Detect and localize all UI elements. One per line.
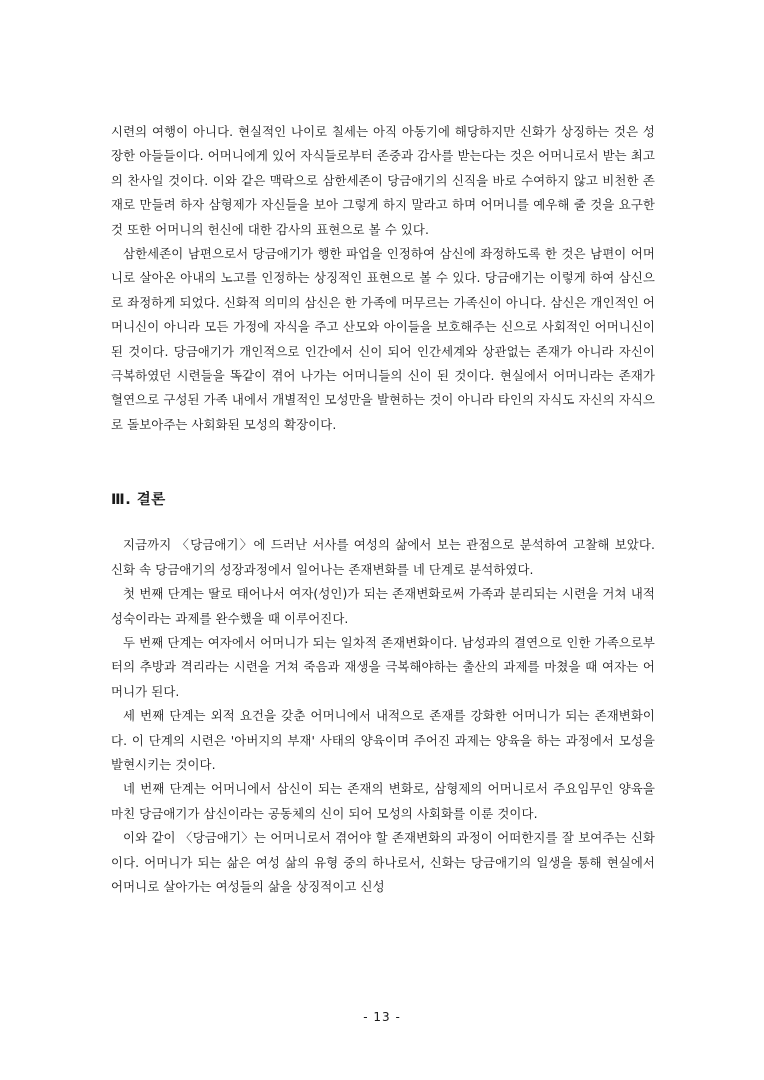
page-content	[111, 120, 655, 899]
paragraph: 지금까지 〈당금애기〉에 드러난 서사를 여성의 삶에서 보는 관점으로 분석하여 고찰해 보았다. 신화 속 당금애기의 성장과정에서 일어나는 존재변화를 네 단계로 분석하였다.	[111, 537, 655, 577]
paragraph: 시련의 여행이 아니다. 현실적인 나이로 칠세는 아직 아동기에 해당하지만 신화가 상징하는 것은 성장한 아들들이다. 어머니에게 있어 자식들로부터 존중과 감사를 받는다는 것은 어머니로서 받는 최고의 찬사일 것이다. 이와 같은 맥락으로 삼한세존이 당금애기의 신직을 바로 수여하지 않고 비천한 존재로 만들려 하자 삼형제가 자신들을 보아 그렇게 하지 말라고 하며 어머니를 예우해 줄 것을 요구한 것 또한 어머니의 헌신에 대한 감사의 표현으로 볼 수 있다.	[111, 124, 655, 237]
conclusion-body	[111, 533, 655, 899]
paragraph: 첫 번째 단계는 딸로 태어나서 여자(성인)가 되는 존재변화로써 가족과 분리되는 시련을 거쳐 내적성숙이라는 과제를 완수했을 때 이루어진다.	[111, 586, 655, 626]
paragraph: 두 번째 단계는 여자에서 어머니가 되는 일차적 존재변화이다. 남성과의 결연으로 인한 가족으로부터의 추방과 격리라는 시련을 거쳐 죽음과 재생을 극복해야하는 출산의 과제를 마쳤을 때 여자는 어머니가 된다.	[111, 634, 655, 699]
paragraph: 삼한세존이 남편으로서 당금애기가 행한 파업을 인정하여 삼신에 좌정하도록 한 것은 남편이 어머니로 살아온 아내의 노고를 인정하는 상징적인 표현으로 볼 수 있다. 당금애기는 이렇게 하여 삼신으로 좌정하게 되었다. 신화적 의미의 삼신은 한 가족에 머무르는 가족신이 아니다. 삼신은 개인적인 어머니신이 아니라 모든 가정에 자식을 주고 산모와 아이들을 보호해주는 신으로 사회적인 어머니신이 된 것이다. 당금애기가 개인적으로 인간에서 신이 되어 인간세계와 상관없는 존재가 아니라 자신이 극복하였던 시련들을 똑같이 겪어 나가는 어머니들의 신이 된 것이다. 현실에서 어머니라는 존재가 혈연으로 구성된 가족 내에서 개별적인 모성만을 발현하는 것이 아니라 타인의 자식도 자신의 자식으로 돌보아주는 사회화된 모성의 확장이다.	[111, 246, 655, 432]
section-heading: Ⅲ. 결론	[111, 492, 166, 509]
paragraph: 네 번째 단계는 어머니에서 삼신이 되는 존재의 변화로, 삼형제의 어머니로서 주요임무인 양육을 마친 당금애기가 삼신이라는 공동체의 신이 되어 모성의 사회화를 이룬 것이다.	[111, 781, 655, 821]
spacer	[111, 437, 655, 488]
page-number: - 13 -	[363, 1010, 401, 1024]
paragraph: 이와 같이 〈당금애기〉는 어머니로서 겪어야 할 존재변화의 과정이 어떠한지를 잘 보여주는 신화이다. 어머니가 되는 삶은 여성 삶의 유형 중의 하나로서, 신화는 당금애기의 일생을 통해 현실에서 어머니로 살아가는 여성들의 삶을 상징적이고 신성	[111, 830, 655, 894]
paragraph: 세 번째 단계는 외적 요건을 갖춘 어머니에서 내적으로 존재를 강화한 어머니가 되는 존재변화이다. 이 단계의 시련은 '아버지의 부재' 사태의 양육이며 주어진 과제는 양육을 하는 과정에서 모성을 발현시키는 것이다.	[111, 708, 655, 772]
section-body	[111, 120, 655, 437]
spacer	[111, 512, 655, 533]
